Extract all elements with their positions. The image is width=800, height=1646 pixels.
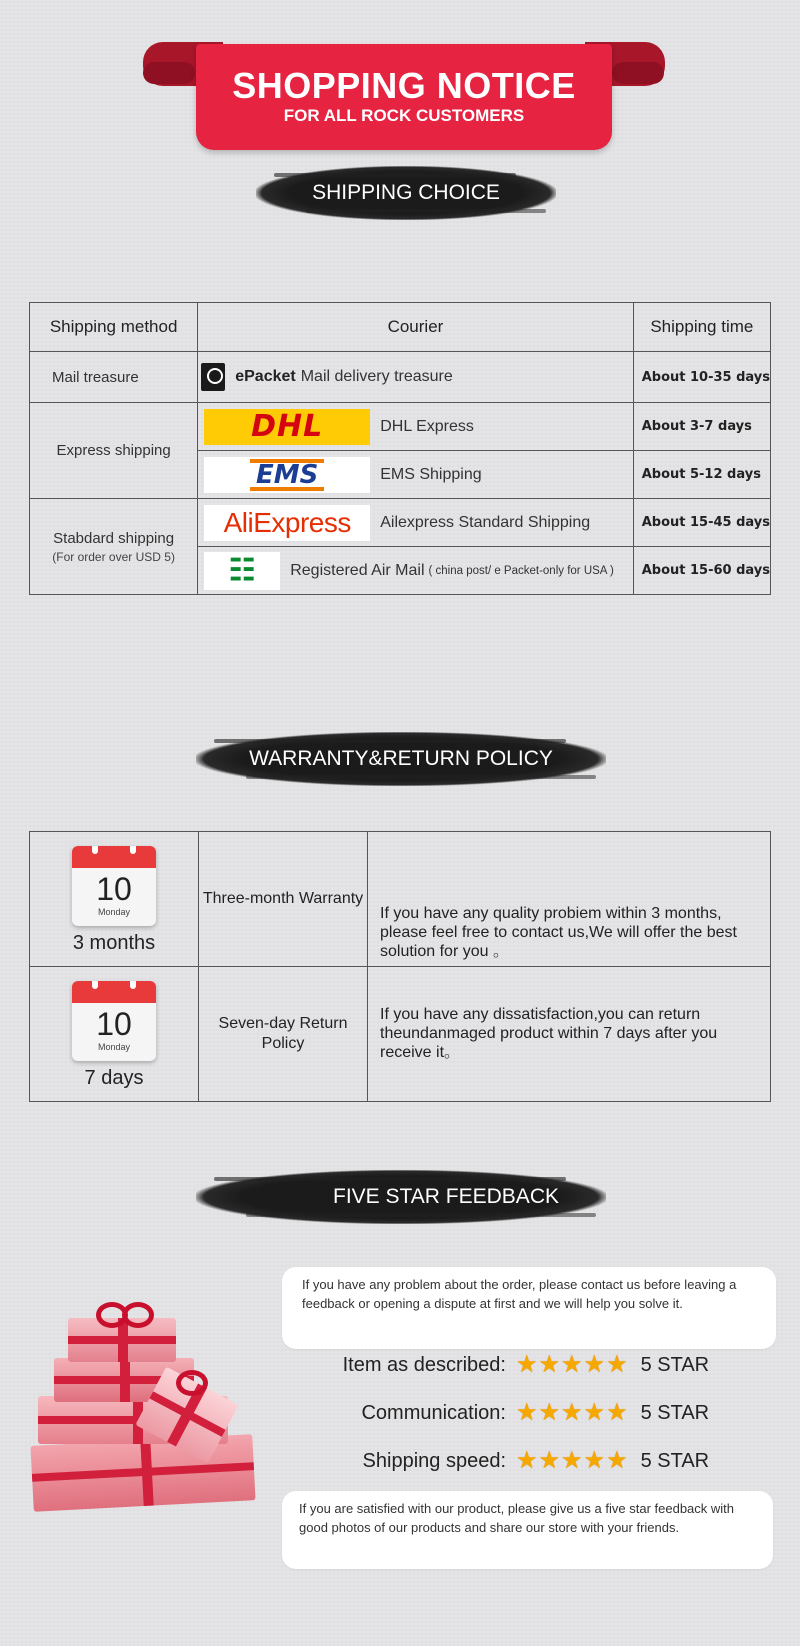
courier-cell xyxy=(198,403,633,451)
method-cell xyxy=(30,499,198,595)
calendar-day: Monday xyxy=(97,1042,131,1052)
column-header: Shipping method xyxy=(30,303,198,352)
gift-boxes-image xyxy=(26,1300,266,1520)
rating-label: Communication: xyxy=(361,1401,506,1424)
calendar-number: 10 xyxy=(96,1006,132,1042)
epacket-logo-text: ePacket xyxy=(235,368,296,385)
page-subtitle: FOR ALL ROCK CUSTOMERS xyxy=(283,106,525,125)
feedback-heading-text: FIVE STAR FEEDBACK xyxy=(333,1185,559,1208)
table-row xyxy=(30,403,771,451)
star-icon: ★ xyxy=(538,1447,561,1474)
rating-value: 5 STAR xyxy=(640,1401,710,1424)
star-rating xyxy=(516,1401,629,1425)
shipping-time: About 15-45 days xyxy=(633,499,770,547)
courier-cell xyxy=(198,547,633,595)
star-icon: ★ xyxy=(606,1351,628,1378)
table-header-row xyxy=(30,303,771,352)
rating-label: Shipping speed: xyxy=(362,1449,506,1472)
courier-cell xyxy=(198,352,633,403)
courier-name: EMS Shipping xyxy=(380,465,482,483)
star-icon: ★ xyxy=(583,1351,606,1378)
ribbon-right-roll xyxy=(612,62,664,84)
star-icon: ★ xyxy=(583,1399,606,1426)
policy-name: Three-month Warranty xyxy=(199,832,368,967)
calendar-cell xyxy=(30,967,199,1102)
dhl-logo: DHL xyxy=(204,409,370,445)
page-title: SHOPPING NOTICE xyxy=(232,65,576,106)
column-header: Courier xyxy=(198,303,633,352)
method-cell xyxy=(30,352,198,403)
warranty-period: 3 months xyxy=(72,932,156,954)
method-note: (For order over USD 5) xyxy=(52,549,175,564)
warranty-heading-text: WARRANTY&RETURN POLICY xyxy=(249,747,553,770)
courier-cell xyxy=(198,499,633,547)
table-row xyxy=(30,832,771,967)
shipping-heading-text: SHIPPING CHOICE xyxy=(312,181,500,204)
table-row xyxy=(30,499,771,547)
policy-name: Seven-day Return Policy xyxy=(199,967,368,1102)
warranty-period: 7 days xyxy=(84,1067,144,1089)
star-icon: ★ xyxy=(561,1399,583,1426)
epacket-logo xyxy=(201,363,225,391)
calendar-icon xyxy=(72,846,156,926)
method-label: Stabdard shipping xyxy=(53,529,175,547)
courier-name: Mail delivery treasure xyxy=(300,368,453,385)
star-icon: ★ xyxy=(606,1447,628,1474)
column-header: Shipping time xyxy=(633,303,770,352)
courier-name: Ailexpress Standard Shipping xyxy=(380,513,591,531)
shipping-time: About 5-12 days xyxy=(633,451,770,499)
calendar-cell xyxy=(30,832,199,967)
shipping-heading xyxy=(256,166,556,220)
policy-description: If you have any quality probiem within 3 months, please feel free to contact us,We will offer the best solution for you 。 xyxy=(368,832,771,967)
shipping-time: About 15-60 days xyxy=(633,547,770,595)
star-icon: ★ xyxy=(538,1399,561,1426)
ribbon-main xyxy=(196,44,612,150)
table-row xyxy=(30,967,771,1102)
shipping-time: About 3-7 days xyxy=(633,403,770,451)
method-label: Express shipping xyxy=(56,442,171,459)
rating-value: 5 STAR xyxy=(640,1449,710,1472)
courier-cell xyxy=(198,451,633,499)
policy-description: If you have any dissatisfaction,you can return theundanmaged product within 7 days after you receive it。 xyxy=(368,967,771,1102)
rating-row xyxy=(330,1401,709,1425)
star-icon: ★ xyxy=(538,1351,561,1378)
star-icon: ★ xyxy=(561,1447,583,1474)
ribbon-left-roll xyxy=(143,62,195,84)
star-icon: ★ xyxy=(583,1447,606,1474)
feedback-top-note: If you have any problem about the order, please contact us before leaving a feedback or opening a dispute at first and we will help you solve it. xyxy=(282,1267,776,1349)
shipping-table xyxy=(29,302,771,595)
star-icon: ★ xyxy=(606,1399,628,1426)
table-row xyxy=(30,352,771,403)
courier-name: Registered Air Mail xyxy=(290,561,425,579)
star-icon: ★ xyxy=(516,1447,538,1474)
warranty-table xyxy=(29,831,771,1102)
calendar-day: Monday xyxy=(97,907,131,917)
star-icon: ★ xyxy=(561,1351,583,1378)
star-rating xyxy=(516,1449,629,1473)
aliexpress-logo: AliExpress xyxy=(204,505,370,541)
rating-row xyxy=(330,1353,709,1377)
calendar-icon xyxy=(72,981,156,1061)
warranty-heading xyxy=(196,732,606,786)
star-icon: ★ xyxy=(516,1399,538,1426)
method-cell xyxy=(30,403,198,499)
courier-name: DHL Express xyxy=(380,417,474,435)
shipping-time: About 10-35 days xyxy=(633,352,770,403)
method-label: Mail treasure xyxy=(52,368,139,386)
feedback-heading xyxy=(196,1170,606,1224)
star-icon: ★ xyxy=(516,1351,538,1378)
calendar-number: 10 xyxy=(96,871,132,907)
rating-value: 5 STAR xyxy=(640,1353,710,1376)
china-post-logo: ☷ xyxy=(204,552,280,590)
star-rating xyxy=(516,1353,629,1377)
rating-label: Item as described: xyxy=(342,1353,506,1376)
ems-logo: EMS xyxy=(204,457,370,493)
feedback-bottom-note: If you are satisfied with our product, please give us a five star feedback with good photos of our products and share our store with your friends. xyxy=(282,1491,773,1569)
courier-note: ( china post/ e Packet-only for USA ) xyxy=(428,564,614,577)
rating-row xyxy=(330,1449,709,1473)
